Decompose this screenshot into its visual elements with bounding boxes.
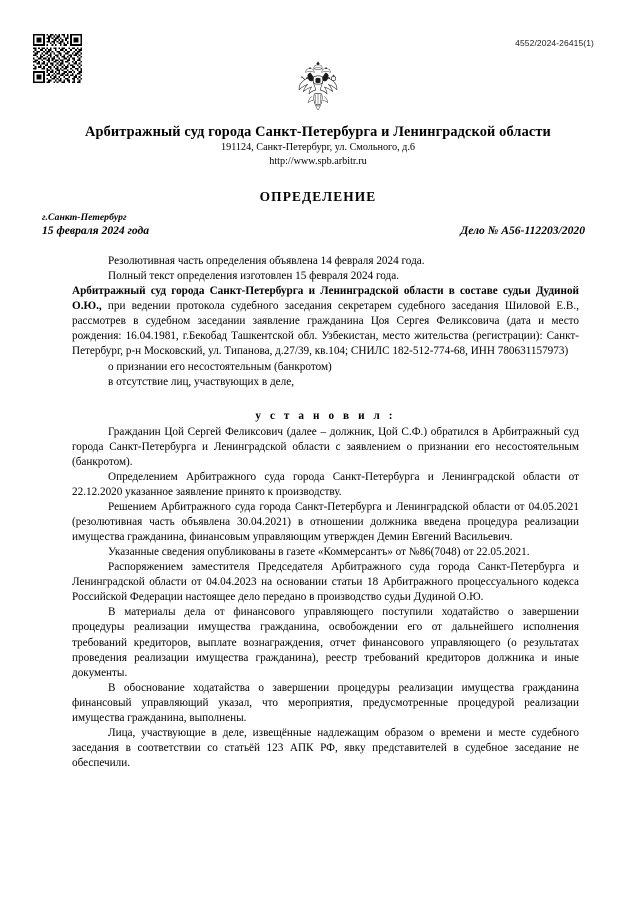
court-website: http://www.spb.arbitr.ru: [269, 155, 367, 167]
court-heading: [0, 124, 636, 168]
court-composition-paragraph: [72, 284, 579, 359]
document-body: [0, 254, 636, 771]
paragraph-0: Гражданин Цой Сергей Феликсович (далее – должник, Цой С.Ф.) обратился в Арбитражный суд города Санкт-Петербурга и Ленинградской области с заявлением о признании его несостоятельным (банкротом).: [72, 425, 579, 468]
paragraph-3: Указанные сведения опубликованы в газете «Коммерсантъ» от №86(7048) от 22.05.2021.: [108, 546, 530, 559]
paragraph-6: В обоснование ходатайства о завершении процедуры реализации имущества гражданина финансовый управляющий указал, что мероприятия, предусмотренные процедурой реализации имущества гражданина, выполнены.: [72, 681, 579, 724]
court-name: Арбитражный суд города Санкт-Петербурга и Ленинградской области: [85, 124, 551, 140]
case-number: Дело № А56-112203/2020: [460, 224, 585, 238]
document-header: [0, 0, 636, 122]
paragraph-4: Распоряжением заместителя Председателя Арбитражного суда города Санкт-Петербурга и Ленинградской области от 04.04.2023 на основании статьи 18 Арбитражного процессуального кодекса Российской Федерации настоящее дело передано в производство судьи Дудиной О.Ю.: [72, 561, 579, 604]
announcement-block: [72, 254, 579, 284]
parties-absence: в отсутствие лиц, участвующих в деле,: [108, 375, 294, 388]
document-number: 4552/2024-26415(1): [515, 38, 594, 48]
qr-code-icon: [33, 34, 82, 83]
established-heading: у с т а н о в и л :: [255, 409, 396, 422]
announcement-resolution-part: Резолютивная часть определения объявлена 14 февраля 2024 года.: [108, 255, 425, 268]
paragraph-2: Решением Арбитражного суда города Санкт-Петербурга и Ленинградской области от 04.05.2021 (резолютивная часть объявлена 30.04.2021) в отношении должника введена процедура реализации имущества гражданина, финансовым управляющим утвержден Демин Евгений Васильевич.: [72, 500, 579, 544]
page-title: ОПРЕДЕЛЕНИЕ: [259, 189, 377, 205]
document-meta: [0, 212, 636, 237]
court-composition-bold: Арбитражный суд города Санкт-Петербурга и Ленинградской области в составе судьи Дудиной О.Ю.,: [72, 285, 579, 313]
case-subject: о признании его несостоятельным (банкротом): [108, 360, 332, 373]
coat-of-arms-icon: [287, 58, 349, 120]
announcement-full-text: Полный текст определения изготовлен 15 февраля 2024 года.: [108, 270, 400, 283]
paragraph-7: Лица, участвующие в деле, извещённые надлежащим образом о времени и месте судебного заседания в соответствии со статьёй 123 АПК РФ, явку представителей в судебное заседание не обеспечили.: [72, 726, 579, 769]
paragraph-1: Определением Арбитражного суда города Санкт-Петербурга и Ленинградской области от 22.12.2020 указанное заявление принято к производству.: [72, 470, 579, 498]
paragraph-5: В материалы дела от финансового управляющего поступили ходатайство о завершении процедуры реализации имущества гражданина, освобождении его от дальнейшего исполнения требований кредиторов, выплате вознаграждения, отчет финансового управляющего (о результатах проведения реализации имущества гражданина), реестр требований кредиторов должника и иные документы.: [72, 606, 579, 679]
meta-date: 15 февраля 2024 года: [42, 224, 150, 238]
court-composition-rest: при ведении протокола судебного заседания секретарем судебного заседания Шиловой Е.В., рассмотрев в судебном заседании заявление гражданина Цоя Сергея Феликсовича (дата и место рождения: 16.04.1981, г.Бекобад Ташкентской обл. Узбекистан, место жительства (регистрации): Санкт-Петербург, р-н Московский, ул. Типанова, д.27/39, кв.104; СНИЛС 182-512-774-68, ИНН 780631157973): [72, 300, 579, 358]
meta-city: г.Санкт-Петербург: [42, 212, 127, 224]
court-address: 191124, Санкт-Петербург, ул. Смольного, д.6: [221, 142, 415, 154]
